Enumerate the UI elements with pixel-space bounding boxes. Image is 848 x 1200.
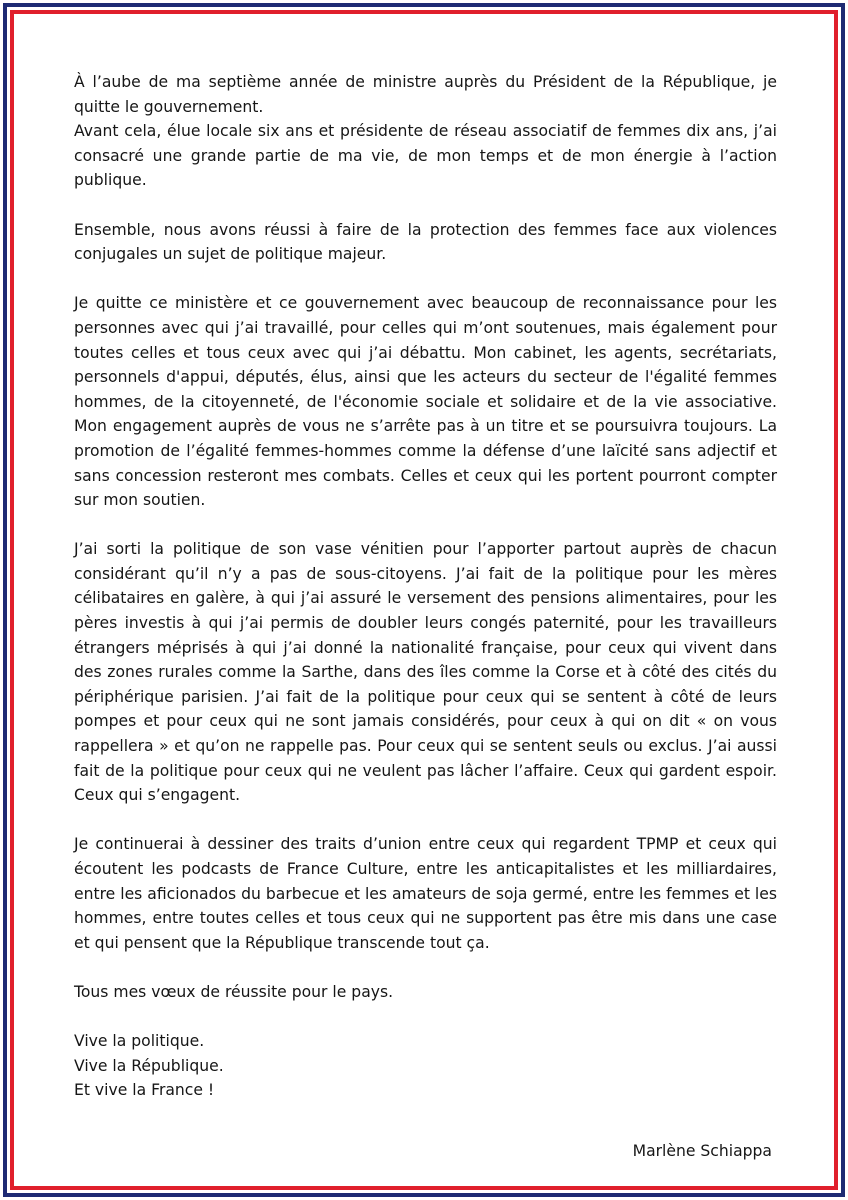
paragraph-politics: J’ai sorti la politique de son vase vénitien pour l’apporter partout auprès de chacun considérant qu’il n’y a pas de sous-citoyens. J’ai fait de la politique pour les mères célibataires en galère, à qui j’ai assuré le versement des pensions alimentaires, pour les pères investis à qui j’ai permis de doubler leurs congés paternité, pour les travailleurs étrangers méprisés à qui j’ai donné la nationalité française, pour ceux qui vivent dans des zones rurales comme la Sarthe, dans des îles comme la Corse et à côté des cités du périphérique parisien. J’ai fait de la politique pour ceux qui se sentent à côté de leurs pompes et pour ceux qui ne sont jamais considérés, pour ceux à qui on dit « on vous rappellera » et qu’on ne rappelle pas. Pour ceux qui se sentent seuls ou exclus. J’ai aussi fait de la politique pour ceux qui ne veulent pas lâcher l’affaire. Ceux qui gardent espoir. Ceux qui s’engagent. [74, 540, 777, 805]
paragraph-violence: Ensemble, nous avons réussi à faire de la protection des femmes face aux violences conjugales un sujet de politique majeur. [74, 220, 777, 264]
paragraph-opening: À l’aube de ma septième année de ministre auprès du Président de la République, je quitte le gouvernement. [74, 73, 777, 116]
paragraph-continue: Je continuerai à dessiner des traits d’union entre ceux qui regardent TPMP et ceux qui écoutent les podcasts de France Culture, entre les anticapitalistes et les milliardaires, entre les aficionados du barbecue et les amateurs de soja germé, entre les femmes et les hommes, entre toutes celles et tous ceux qui ne supportent pas être mis dans une case et qui pensent que la République transcende tout ça. [74, 835, 777, 952]
closing-line-politique: Vive la politique. [74, 1032, 205, 1051]
closing-line-republique: Vive la République. [74, 1056, 224, 1075]
paragraph-background: Avant cela, élue locale six ans et présidente de réseau associatif de femmes dix ans, j’ai consacré une grande partie de ma vie, de mon temps et de mon énergie à l’action publique. [74, 122, 777, 190]
closing-line-france: Et vive la France ! [74, 1081, 215, 1100]
signature: Marlène Schiappa [632, 1142, 772, 1160]
letter-body [74, 70, 777, 1103]
paragraph-thanks: Je quitte ce ministère et ce gouvernement avec beaucoup de reconnaissance pour les personnes avec qui j’ai travaillé, pour celles qui m’ont soutenues, mais également pour toutes celles et tous ceux avec qui j’ai débattu. Mon cabinet, les agents, secrétariats, personnels d'appui, députés, élus, ainsi que les acteurs du secteur de l'égalité femmes hommes, de la citoyenneté, de l'économie sociale et solidaire et de la vie associative. Mon engagement auprès de vous ne s’arrête pas à un titre et se poursuivra toujours. La promotion de l’égalité femmes-hommes comme la défense d’une laïcité sans adjectif et sans concession resteront mes combats. Celles et ceux qui les portent pourront compter sur mon soutien. [74, 294, 777, 510]
paragraph-wishes: Tous mes vœux de réussite pour le pays. [74, 982, 394, 1001]
